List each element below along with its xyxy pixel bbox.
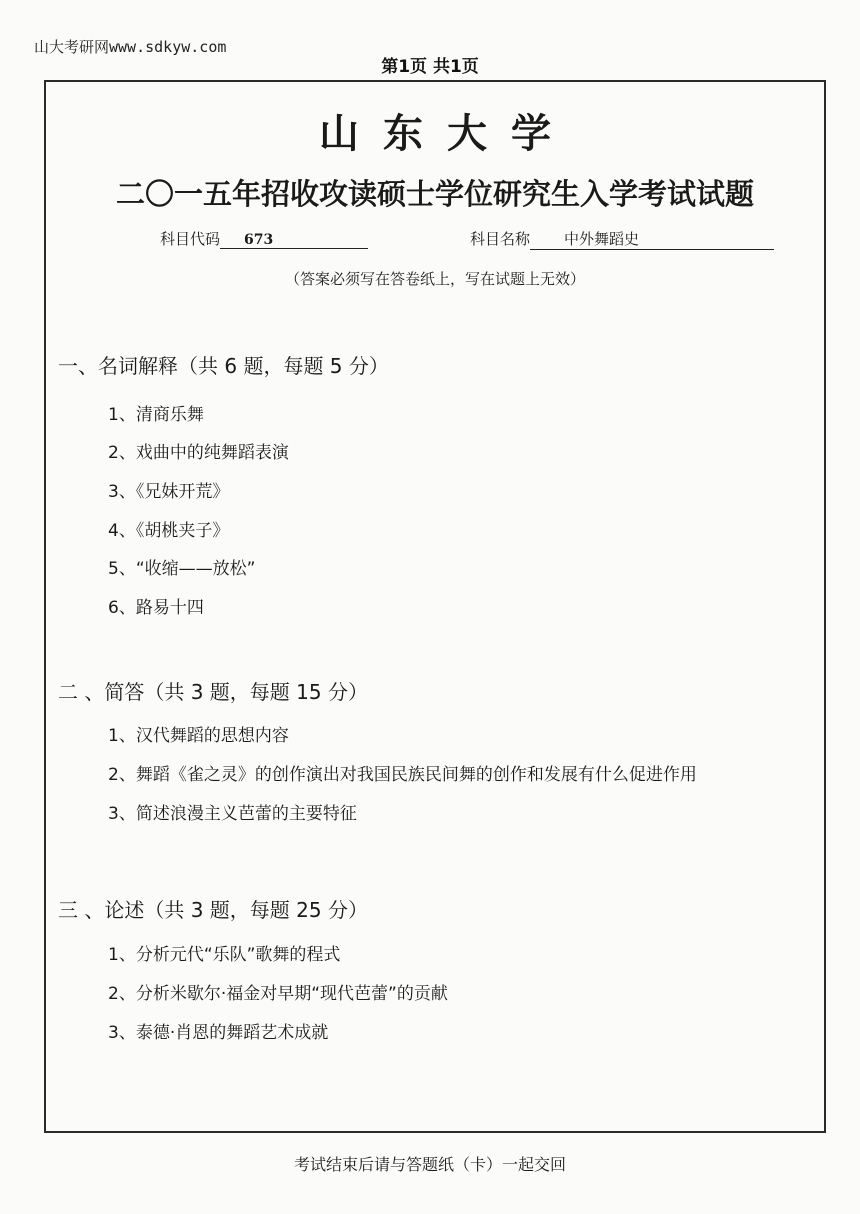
section-1-item: 4、《胡桃夹子》 bbox=[108, 521, 230, 541]
section-1-item: 6、路易十四 bbox=[108, 598, 204, 618]
section-1-item: 2、戏曲中的纯舞蹈表演 bbox=[108, 443, 289, 463]
subject-code-field bbox=[160, 228, 368, 249]
subject-code-label: 科目代码 bbox=[160, 230, 221, 248]
section-2-item: 3、简述浪漫主义芭蕾的主要特征 bbox=[108, 804, 357, 824]
subject-name-field bbox=[470, 228, 774, 250]
section-2-item: 1、汉代舞蹈的思想内容 bbox=[108, 726, 289, 746]
section-3-item: 3、泰德·肖恩的舞蹈艺术成就 bbox=[108, 1023, 329, 1043]
subject-name-value: 中外舞蹈史 bbox=[530, 228, 774, 250]
section-1-item: 5、“收缩——放松” bbox=[108, 559, 256, 579]
section-3-item: 1、分析元代“乐队”歌舞的程式 bbox=[108, 945, 341, 965]
subject-name-label: 科目名称 bbox=[470, 230, 531, 248]
section-1-item: 3、《兄妹开荒》 bbox=[108, 482, 230, 502]
page-number: 第1页 共1页 bbox=[381, 57, 479, 77]
answer-notice: （答案必须写在答卷纸上，写在试题上无效） bbox=[284, 270, 585, 288]
section-1-item: 1、清商乐舞 bbox=[108, 405, 204, 425]
exam-frame bbox=[44, 80, 826, 1133]
university-name: 山东大学 bbox=[319, 110, 575, 157]
subject-code-value: 673 bbox=[220, 232, 368, 249]
footer-note: 考试结束后请与答题纸（卡）一起交回 bbox=[293, 1155, 566, 1174]
section-3-heading: 三 、论述（共 3 题，每题 25 分） bbox=[58, 898, 368, 922]
section-3-item: 2、分析米歇尔·福金对早期“现代芭蕾”的贡献 bbox=[108, 984, 448, 1004]
section-1-heading: 一、名词解释（共 6 题，每题 5 分） bbox=[58, 354, 389, 378]
exam-title: 二〇一五年招收攻读硕士学位研究生入学考试试题 bbox=[115, 177, 754, 211]
section-2-item: 2、舞蹈《雀之灵》的创作演出对我国民族民间舞的创作和发展有什么促进作用 bbox=[108, 765, 697, 785]
section-2-heading: 二 、简答（共 3 题，每题 15 分） bbox=[58, 680, 368, 704]
site-watermark: 山大考研网www.sdkyw.com bbox=[34, 38, 227, 56]
